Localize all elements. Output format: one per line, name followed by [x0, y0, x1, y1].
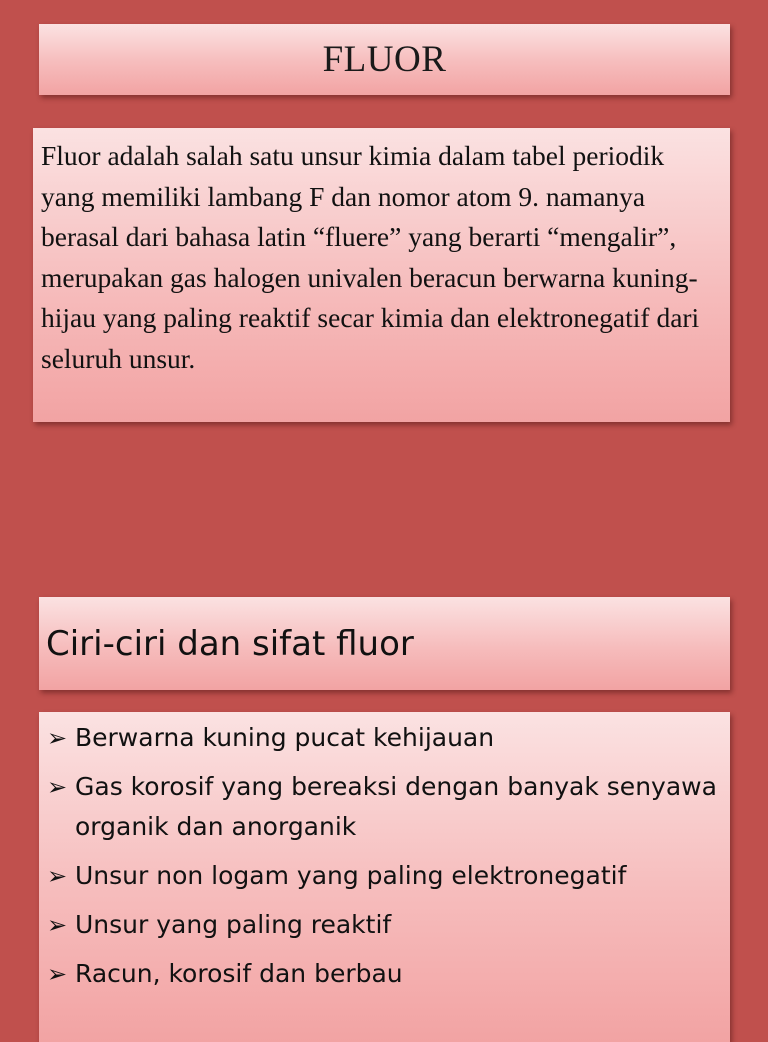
property-text: Unsur yang paling reaktif	[75, 910, 392, 939]
property-text: Gas korosif yang bereaksi dengan banyak senyawa organik dan anorganik	[75, 772, 717, 841]
arrow-bullet-icon: ➢	[47, 862, 68, 890]
section-heading-box	[39, 597, 730, 690]
list-item	[47, 954, 720, 994]
title-box	[39, 24, 730, 95]
section-heading: Ciri-ciri dan sifat fluor	[46, 623, 414, 664]
list-item	[47, 767, 720, 847]
properties-box	[39, 712, 730, 1042]
property-text: Racun, korosif dan berbau	[75, 959, 403, 988]
arrow-bullet-icon: ➢	[47, 773, 68, 801]
list-item	[47, 905, 720, 945]
list-item	[47, 718, 720, 758]
property-text: Berwarna kuning pucat kehijauan	[75, 723, 495, 752]
description-text: Fluor adalah salah satu unsur kimia dalam tabel periodik yang memiliki lambang F dan nomor atom 9. namanya berasal dari bahasa latin “fluere” yang berarti “mengalir”, merupakan gas halogen univalen beracun berwarna kuning-hijau yang paling reaktif secar kimia dan elektronegatif dari seluruh unsur.	[41, 140, 700, 374]
list-item	[47, 856, 720, 896]
property-text: Unsur non logam yang paling elektronegatif	[75, 861, 627, 890]
arrow-bullet-icon: ➢	[47, 724, 68, 752]
properties-list	[47, 718, 720, 994]
arrow-bullet-icon: ➢	[47, 911, 68, 939]
arrow-bullet-icon: ➢	[47, 960, 68, 988]
slide-title: FLUOR	[322, 39, 447, 80]
description-box	[33, 128, 730, 422]
